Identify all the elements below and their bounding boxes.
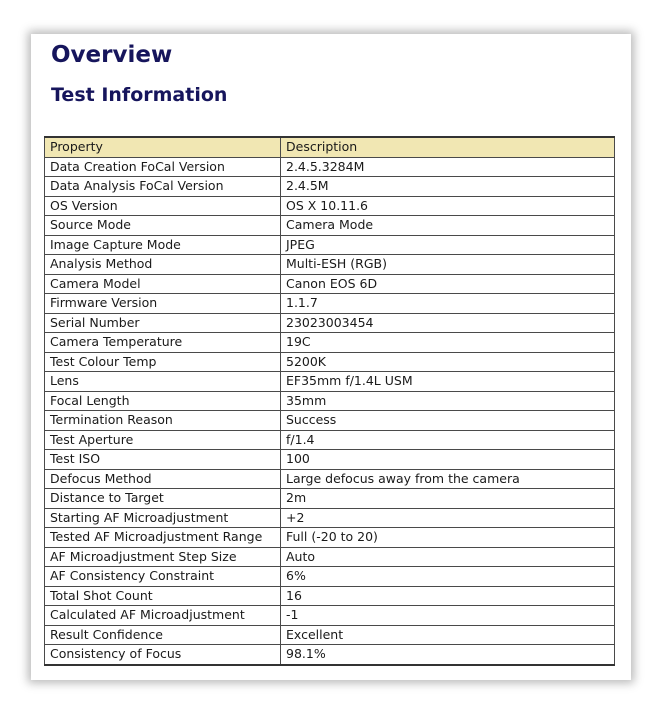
property-cell: Result Confidence: [45, 625, 281, 645]
description-cell: Auto: [281, 547, 615, 567]
property-cell: Distance to Target: [45, 489, 281, 509]
description-cell: 98.1%: [281, 645, 615, 665]
table-row: [45, 235, 615, 255]
page-title: Overview: [51, 42, 173, 68]
table-row: [45, 430, 615, 450]
column-header-property: Property: [45, 137, 281, 157]
property-cell: Termination Reason: [45, 411, 281, 431]
section-title: Test Information: [51, 84, 228, 106]
property-cell: AF Consistency Constraint: [45, 567, 281, 587]
description-cell: 2m: [281, 489, 615, 509]
description-cell: 5200K: [281, 352, 615, 372]
property-cell: Camera Temperature: [45, 333, 281, 353]
table-row: [45, 177, 615, 197]
description-cell: Canon EOS 6D: [281, 274, 615, 294]
report-page: [31, 34, 631, 680]
table-row: [45, 391, 615, 411]
table-row: [45, 294, 615, 314]
description-cell: Multi-ESH (RGB): [281, 255, 615, 275]
table-row: [45, 372, 615, 392]
property-cell: AF Microadjustment Step Size: [45, 547, 281, 567]
description-cell: 6%: [281, 567, 615, 587]
table-row: [45, 157, 615, 177]
table-row: [45, 313, 615, 333]
description-cell: -1: [281, 606, 615, 626]
description-cell: +2: [281, 508, 615, 528]
property-cell: Lens: [45, 372, 281, 392]
table-row: [45, 567, 615, 587]
table-row: [45, 508, 615, 528]
table-row: [45, 489, 615, 509]
description-cell: JPEG: [281, 235, 615, 255]
property-cell: Consistency of Focus: [45, 645, 281, 665]
property-cell: Test Aperture: [45, 430, 281, 450]
table-row: [45, 255, 615, 275]
table-row: [45, 469, 615, 489]
description-cell: 23023003454: [281, 313, 615, 333]
description-cell: EF35mm f/1.4L USM: [281, 372, 615, 392]
property-cell: Camera Model: [45, 274, 281, 294]
description-cell: Success: [281, 411, 615, 431]
table-row: [45, 352, 615, 372]
property-cell: Data Creation FoCal Version: [45, 157, 281, 177]
description-cell: 100: [281, 450, 615, 470]
description-cell: Full (-20 to 20): [281, 528, 615, 548]
property-cell: Tested AF Microadjustment Range: [45, 528, 281, 548]
description-cell: f/1.4: [281, 430, 615, 450]
property-cell: Total Shot Count: [45, 586, 281, 606]
table-row: [45, 586, 615, 606]
table-row: [45, 547, 615, 567]
property-cell: Analysis Method: [45, 255, 281, 275]
property-cell: Firmware Version: [45, 294, 281, 314]
property-cell: Test ISO: [45, 450, 281, 470]
property-cell: Data Analysis FoCal Version: [45, 177, 281, 197]
property-cell: Test Colour Temp: [45, 352, 281, 372]
table-row: [45, 196, 615, 216]
table-row: [45, 333, 615, 353]
table-row: [45, 625, 615, 645]
description-cell: Large defocus away from the camera: [281, 469, 615, 489]
description-cell: 16: [281, 586, 615, 606]
property-cell: Calculated AF Microadjustment: [45, 606, 281, 626]
description-cell: OS X 10.11.6: [281, 196, 615, 216]
property-cell: Source Mode: [45, 216, 281, 236]
table-row: [45, 606, 615, 626]
property-cell: Defocus Method: [45, 469, 281, 489]
description-cell: Camera Mode: [281, 216, 615, 236]
table-row: [45, 528, 615, 548]
table-row: [45, 411, 615, 431]
table-body: [45, 157, 615, 665]
property-cell: Serial Number: [45, 313, 281, 333]
test-information-table: [44, 136, 615, 666]
description-cell: 2.4.5M: [281, 177, 615, 197]
description-cell: Excellent: [281, 625, 615, 645]
table-row: [45, 274, 615, 294]
property-cell: OS Version: [45, 196, 281, 216]
table-row: [45, 450, 615, 470]
property-cell: Focal Length: [45, 391, 281, 411]
description-cell: 2.4.5.3284M: [281, 157, 615, 177]
table-row: [45, 216, 615, 236]
column-header-description: Description: [281, 137, 615, 157]
table-header-row: [45, 137, 615, 157]
description-cell: 1.1.7: [281, 294, 615, 314]
property-cell: Image Capture Mode: [45, 235, 281, 255]
table-row: [45, 645, 615, 665]
description-cell: 19C: [281, 333, 615, 353]
property-cell: Starting AF Microadjustment: [45, 508, 281, 528]
description-cell: 35mm: [281, 391, 615, 411]
